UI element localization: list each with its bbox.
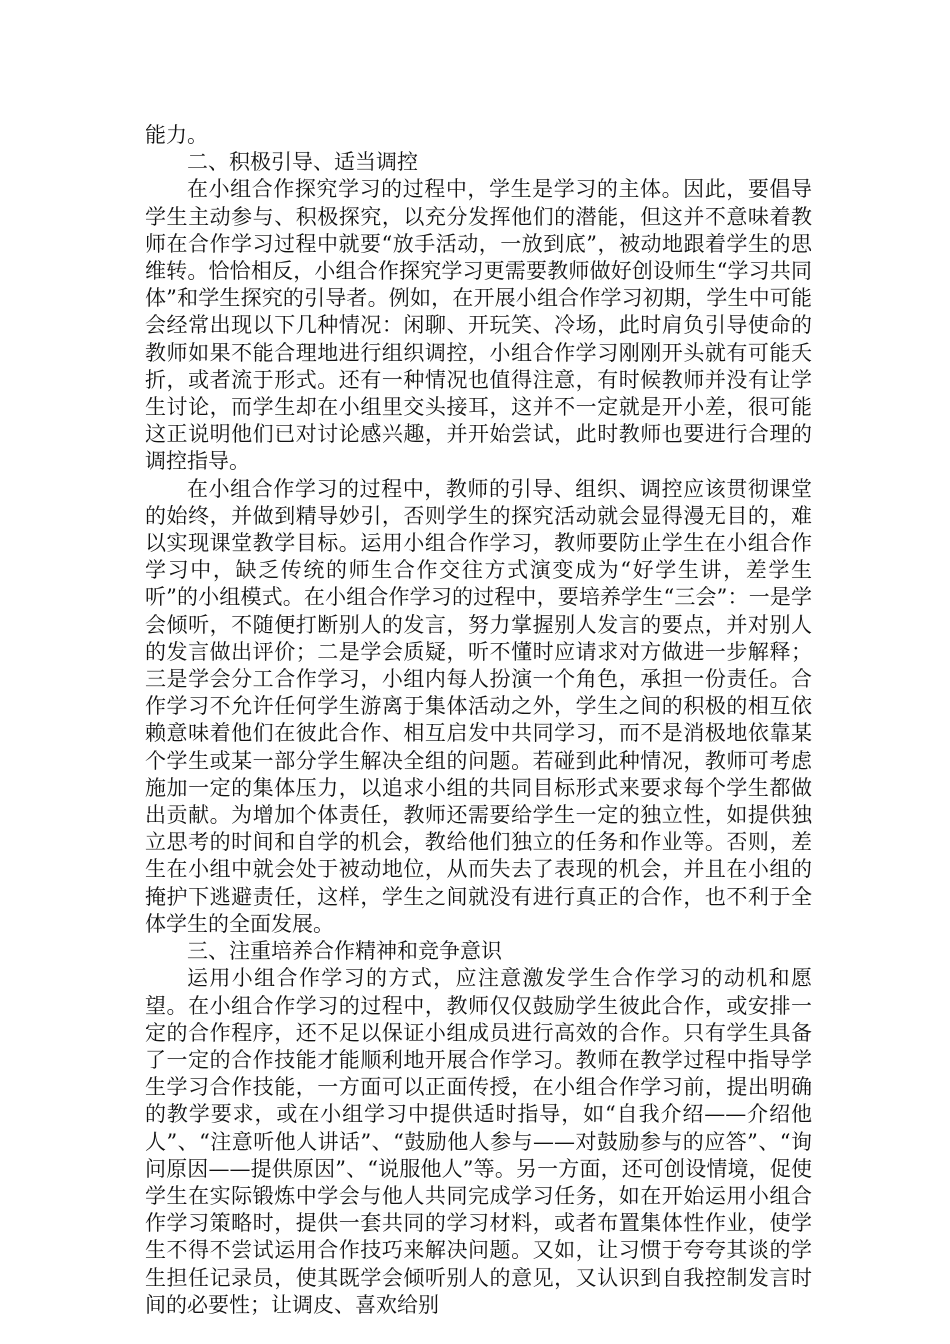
section-heading-3: 三、注重培养合作精神和竞争意识 — [187, 939, 502, 964]
document-body — [145, 122, 812, 1319]
paragraph-2: 在小组合作学习的过程中，教师的引导、组织、调控应该贯彻课堂的始终，并做到精导妙引，否则学生的探究活动就会显得漫无目的，难以实现课堂教学目标。运用小组合作学习，教师要防止学生在小组合作学习中，缺乏传统的师生合作交往方式演变成为“好学生讲，差学生听”的小组模式。在小组合作学习的过程中，要培养学生“三会”：一是学会倾听，不随便打断别人的发言，努力掌握别人发言的要点，并对别人的发言做出评价；二是学会质疑，听不懂时应请求对方做进一步解释；三是学会分工合作学习，小组内每人扮演一个角色，承担一份责任。合作学习不允许任何学生游离于集体活动之外，学生之间的积极的相互依赖意味着他们在彼此合作、相互启发中共同学习，而不是消极地依靠某个学生或某一部分学生解决全组的问题。若碰到此种情况，教师可考虑施加一定的集体压力，以追求小组的共同目标形式来要求每个学生都做出贡献。为增加个体责任，教师还需要给学生一定的独立性，如提供独立思考的时间和自学的机会，教给他们独立的任务和作业等。否则，差生在小组中就会处于被动地位，从而失去了表现的机会，并且在小组的掩护下逃避责任，这样，学生之间就没有进行真正的合作，也不利于全体学生的全面发展。 — [145, 476, 812, 936]
paragraph-1: 在小组合作探究学习的过程中，学生是学习的主体。因此，要倡导学生主动参与、积极探究，以充分发挥他们的潜能，但这并不意味着教师在合作学习过程中就要“放手活动，一放到底”，被动地跟着学生的思维转。恰恰相反，小组合作探究学习更需要教师做好创设师生“学习共同体”和学生探究的引导者。例如，在开展小组合作学习初期，学生中可能会经常出现以下几种情况：闲聊、开玩笑、冷场，此时肩负引导使命的教师如果不能合理地进行组织调控，小组合作学习刚刚开头就有可能夭折，或者流于形式。还有一种情况也值得注意，有时候教师并没有让学生讨论，而学生却在小组里交头接耳，这并不一定就是开小差，很可能这正说明他们已对讨论感兴趣，并开始尝试，此时教师也要进行合理的调控指导。 — [145, 177, 812, 474]
section-heading-2: 二、积极引导、适当调控 — [187, 150, 418, 175]
paragraph-3: 运用小组合作学习的方式，应注意激发学生合作学习的动机和愿望。在小组合作学习的过程中，教师仅仅鼓励学生彼此合作，或安排一定的合作程序，还不足以保证小组成员进行高效的合作。只有学生具备了一定的合作技能才能顺利地开展合作学习。教师在教学过程中指导学生学习合作技能，一方面可以正面传授，在小组合作学习前，提出明确的教学要求，或在小组学习中提供适时指导，如“自我介绍——介绍他人”、“注意听他人讲话”、“鼓励他人参与——对鼓励参与的应答”、“询问原因——提供原因”、“说服他人”等。另一方面，还可创设情境，促使学生在实际锻炼中学会与他人共同完成学习任务，如在开始运用小组合作学习策略时，提供一套共同的学习材料，或者布置集体性作业，使学生不得不尝试运用合作技巧来解决问题。又如，让习惯于夸夸其谈的学生担任记录员，使其既学会倾听别人的意见，又认识到自我控制发言时间的必要性；让调皮、喜欢给别 — [145, 966, 812, 1317]
paragraph-continuation: 能力。 — [145, 123, 208, 147]
